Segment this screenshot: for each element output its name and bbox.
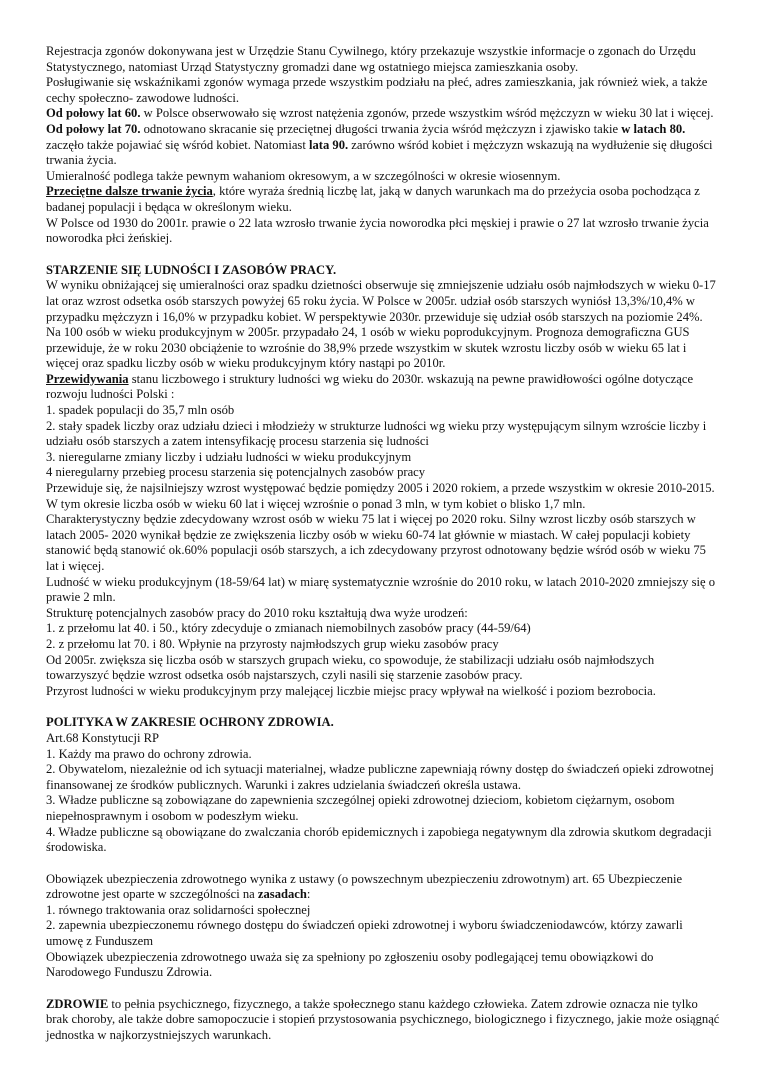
- text-run: Obowiązek ubezpieczenia zdrowotnego uważa się za spełniony po zgłoszeniu osoby podlegającej temu obowiązkowi do Narodowego Funduszu Zdrowia.: [46, 949, 654, 980]
- para-life-expectancy: [46, 184, 720, 215]
- list-boom-1: [46, 621, 720, 637]
- text-run: POLITYKA W ZAKRESIE OCHRONY ZDROWIA.: [46, 715, 334, 730]
- text-run: 3. nieregularne zmiany liczby i udziału ludności w wieku produkcyjnym: [46, 449, 412, 464]
- bold-text: zasadach: [257, 887, 307, 902]
- text-run: 2. z przełomu lat 70. i 80. Wpłynie na przyrosty najmłodszych grup wieku zasobów pracy: [46, 636, 499, 651]
- document-page: [46, 44, 720, 1044]
- text-run: to pełnia psychicznego, fizycznego, a także społecznego stanu każdego człowieka. Zatem zdrowie oznacza nie tylko brak choroby, ale także dobre samopoczucie i stopień przystosowania psychicznego, biologicznego i fizycznego, jakie może osiągnąć jednostka w najkorzystniejszych warunkach.: [46, 996, 720, 1043]
- text-run: Przyrost ludności w wieku produkcyjnym przy malejącej liczbie miejsc pracy wpływał na wielkość i poziom bezrobocia.: [46, 683, 656, 698]
- section-gap: [46, 856, 720, 872]
- text-run: 2. Obywatelom, niezależnie od ich sytuacji materialnej, władze publiczne zapewniają równy dostęp do świadczeń opieki zdrowotnej finansowanej ze środków publicznych. Warunki i zakres udzielania świadczeń określa ustawa.: [46, 762, 714, 792]
- text-run: W Polsce od 1930 do 2001r. prawie o 22 lata wzrosło trwanie życia noworodka płci męskiej i prawie o 27 lat wzrosło trwanie życia noworodka płci żeńskiej.: [46, 215, 709, 246]
- underlined-term: Przeciętne dalsze trwanie życia: [46, 184, 213, 199]
- para-from-70s: [46, 122, 720, 169]
- text-run: 1. z przełomu lat 40. i 50., który zdecyduje o zmianach niemobilnych zasobów pracy (44-59/64): [46, 621, 531, 636]
- text-run: 1. spadek populacji do 35,7 mln osób: [46, 403, 235, 418]
- text-run: w Polsce obserwowało się wzrost natężenia zgonów, przede wszystkim wśród mężczyzn w wieku 30 lat i więcej.: [140, 106, 714, 121]
- bold-text: w latach 80.: [621, 121, 686, 136]
- text-run: zaczęło także pojawiać się wśród kobiet. Natomiast: [46, 137, 309, 152]
- art-item-1: [46, 747, 720, 763]
- para-since-2005: [46, 653, 720, 684]
- bold-text: Od połowy lat 70.: [46, 121, 141, 136]
- text-run: 2. zapewnia ubezpieczonemu równego dostępu do świadczeń opieki zdrowotnej i wyboru świadczeniodawców, którzy zawarli umowę z Funduszem: [46, 918, 683, 949]
- underlined-term: Przewidywania: [46, 371, 129, 386]
- section-gap: [46, 699, 720, 715]
- text-run: 4. Władze publiczne są obowiązane do zwalczania chorób epidemicznych i zapobiega negatywnym dla zdrowia skutkom degradacji środowiska.: [46, 824, 712, 855]
- text-run: W wyniku obniżającej się umieralności oraz spadku dzietności obserwuje się zmniejszenie udziału osób najmłodszych w wieku 0-17 lat oraz wzrost odsetka osób starszych powyżej 65 roku życia. W Polsce w 2005r. udział osób starszych wyniósł 13,3%/10,4% w przypadku mężczyzn i 16,0% w przypadku kobiet. W perspektywie 2030r. przewiduje się udział osób starszych na poziomie 24%.: [46, 278, 716, 324]
- text-run: zarówno wśród kobiet i mężczyzn wskazują na wydłużenie się długości trwania życia.: [46, 137, 713, 168]
- text-run: Od 2005r. zwiększa się liczba osób w starszych grupach wieku, co spowoduje, że stabilizacji udziału osób najmłodszych towarzyszyć będzie wzrost odsetka osób najstarszych, czyli nasili się starzenie zasobów pracy.: [46, 652, 655, 683]
- text-run: Na 100 osób w wieku produkcyjnym w 2005r. przypadało 24, 1 osób w wieku poprodukcyjnym. Prognoza demograficzna GUS przewiduje, że w roku 2030 obciążenie to wzrośnie do 38,9% przede wszystkim w skutek wzrostu liczby osób w wieku 65 lat i więcej oraz spadku liczby osób w wieku produkcyjnym który nastąpi po 2010r.: [46, 325, 690, 371]
- para-aging-result: [46, 278, 720, 325]
- heading-aging: [46, 263, 720, 279]
- para-characteristic: [46, 512, 720, 574]
- bold-text: ZDROWIE: [46, 996, 109, 1011]
- art-item-2: [46, 762, 720, 793]
- para-productive-age: [46, 325, 720, 372]
- heading-health-policy: [46, 715, 720, 731]
- text-run: 2. stały spadek liczby oraz udziału dzieci i młodzieży w strukturze ludności wg wieku przy występującym silnym wzroście liczby i udziału osób starszych a zatem intensyfikację procesu starzenia się ludności: [46, 418, 707, 449]
- art-item-4: [46, 825, 720, 856]
- list-item-1: [46, 403, 720, 419]
- list-item-3: [46, 450, 720, 466]
- text-run: Rejestracja zgonów dokonywana jest w Urzędzie Stanu Cywilnego, który przekazuje wszystkie informacje o zgonach do Urzędu Statystycznego, natomiast Urząd Statystyczny gromadzi dane wg ostatniego miejsca zamieszkania osoby.: [46, 44, 696, 74]
- text-run: Posługiwanie się wskaźnikami zgonów wymaga przede wszystkim podziału na płeć, adres zamieszkania, jak również wiek, a także cechy społeczno- zawodowe ludności.: [46, 75, 708, 105]
- para-from-60s: [46, 106, 720, 122]
- para-structure: [46, 606, 720, 622]
- text-run: Strukturę potencjalnych zasobów pracy do 2010 roku kształtują dwa wyże urodzeń:: [46, 605, 468, 620]
- para-health-definition: [46, 997, 720, 1044]
- text-run: Umieralność podlega także pewnym wahaniom okresowym, a w szczególności w okresie wiosennym.: [46, 168, 561, 183]
- text-run: Przewiduje się, że najsilniejszy wzrost występować będzie pomiędzy 2005 i 2020 rokiem, a przede wszystkim w okresie 2010-2015. W tym okresie liczba osób w wieku 60 lat i więcej wzrośnie o ponad 3 mln, w tym kobiet o blisko 1,7 mln.: [46, 481, 715, 511]
- text-run: stanu liczbowego i struktury ludności wg wieku do 2030r. wskazują na pewne prawidłowości ogólne dotyczące rozwoju ludności Polski :: [46, 371, 694, 402]
- principle-1: [46, 903, 720, 919]
- bold-text: Od połowy lat 60.: [46, 106, 141, 121]
- text-run: Ludność w wieku produkcyjnym (18-59/64 lat) w miarę systematycznie wzrośnie do 2010 roku, w latach 2010-2020 zmniejszy się o prawie 2 mln.: [46, 574, 716, 605]
- para-art68: [46, 731, 720, 747]
- text-run: 4 nieregularny przebieg procesu starzenia się potencjalnych zasobów pracy: [46, 465, 426, 480]
- text-run: Obowiązek ubezpieczenia zdrowotnego wynika z ustawy (o powszechnym ubezpieczeniu zdrowotnym) art. 65 Ubezpieczenie zdrowotne jest oparte w szczególności na: [46, 871, 683, 902]
- text-run: STARZENIE SIĘ LUDNOŚCI I ZASOBÓW PRACY.: [46, 262, 337, 277]
- text-run: Art.68 Konstytucji RP: [46, 730, 159, 745]
- para-registration: [46, 44, 720, 75]
- para-working-age-population: [46, 575, 720, 606]
- list-item-2: [46, 419, 720, 450]
- text-run: 3. Władze publiczne są zobowiązane do zapewnienia szczególnej opieki zdrowotnej dzieciom, kobietom ciężarnym, osobom niepełnosprawnym i osobom w podeszłym wieku.: [46, 793, 675, 823]
- bold-text: lata 90.: [308, 137, 349, 152]
- text-run: 1. Każdy ma prawo do ochrony zdrowia.: [46, 746, 252, 761]
- para-insurance-fulfilled: [46, 950, 720, 981]
- list-item-4: [46, 465, 720, 481]
- para-largest-growth: [46, 481, 720, 512]
- text-run: Charakterystyczny będzie zdecydowany wzrost osób w wieku 75 lat i więcej po 2020 roku. Silny wzrost liczby osób starszych w latach 2005- 2020 wynikał będzie ze zwiększenia liczby osób w wieku 60-74 lat głównie w miastach. W całej populacji kobiety stanowić będą stanowić ok.60% populacji osób starszych, a ich zdecydowany przyrost odnotowany będzie wśród osób w wieku 75 lat i więcej.: [46, 512, 706, 573]
- para-indicators: [46, 75, 720, 106]
- list-boom-2: [46, 637, 720, 653]
- para-mortality-seasonal: [46, 169, 720, 185]
- text-run: 1. równego traktowania oraz solidarności społecznej: [46, 902, 311, 917]
- para-forecasts: [46, 372, 720, 403]
- para-1930-2001: [46, 216, 720, 247]
- text-run: :: [306, 887, 311, 902]
- para-insurance-duty: [46, 872, 720, 903]
- art-item-3: [46, 793, 720, 824]
- text-run: odnotowano skracanie się przeciętnej długości trwania życia wśród mężczyzn i zjawisko takie: [140, 121, 622, 136]
- text-run: , które wyraża średnią liczbę lat, jaką w danych warunkach ma do przeżycia osoba pochodząca z badanej populacji i będąca w określonym wieku.: [46, 184, 700, 214]
- section-gap: [46, 981, 720, 997]
- para-growth-unemployment: [46, 684, 720, 700]
- principle-2: [46, 918, 720, 949]
- section-gap: [46, 247, 720, 263]
